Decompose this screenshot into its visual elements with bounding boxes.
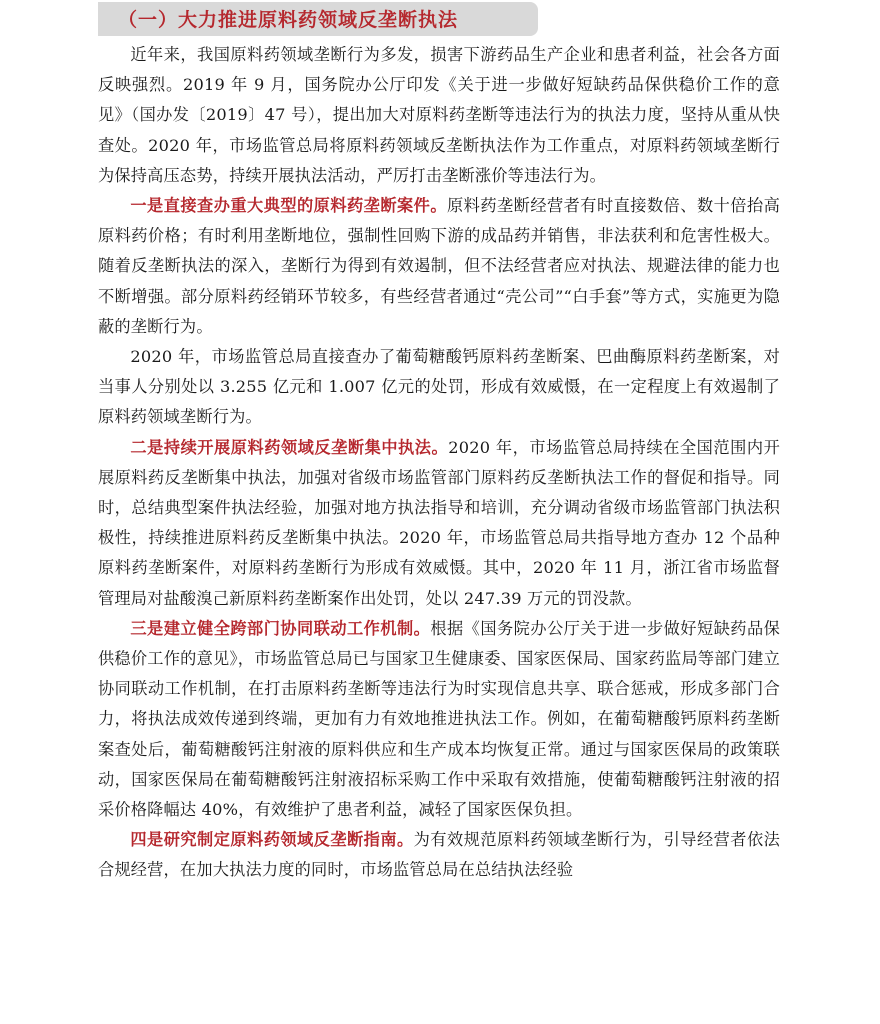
- paragraph-text: 2020 年，市场监管总局直接查办了葡萄糖酸钙原料药垄断案、巴曲酶原料药垄断案，对当事人分别处以 3.255 亿元和 1.007 亿元的处罚，形成有效威慑，在一定程度上有效遏制了原料药领域垄断行为。: [98, 347, 780, 427]
- paragraph-text: 原料药垄断经营者有时直接数倍、数十倍抬高原料药价格；有时利用垄断地位，强制性回购下游的成品药并销售，非法获利和危害性极大。随着反垄断执法的深入，垄断行为得到有效遏制，但不法经营者应对执法、规避法律的能力也不断增强。部分原料药经销环节较多，有些经营者通过“壳公司”“白手套”等方式，实施更为隐蔽的垄断行为。: [98, 196, 780, 336]
- paragraph-intro: [98, 40, 780, 191]
- paragraph-point-one: [98, 191, 780, 342]
- paragraph-text: 2020 年，市场监管总局持续在全国范围内开展原料药反垄断集中执法，加强对省级市场监管部门原料药反垄断执法工作的督促和指导。同时，总结典型案件执法经验，加强对地方执法指导和培训，充分调动省级市场监管部门执法积极性，持续推进原料药反垄断集中执法。2020 年，市场监管总局共指导地方查办 12 个品种原料药垄断案件，对原料药垄断行为形成有效威慑。其中，2020 年 11 月，浙江省市场监督管理局对盐酸溴己新原料药垄断案作出处罚，处以 247.39 万元的罚没款。: [98, 437, 780, 608]
- paragraph-cases: [98, 342, 780, 433]
- paragraph-lead: 一是直接查办重大典型的原料药垄断案件。: [130, 196, 447, 216]
- paragraph-lead: 二是持续开展原料药领域反垄断集中执法。: [130, 437, 449, 457]
- paragraph-point-two: [98, 433, 780, 614]
- section-heading: （一）大力推进原料药领域反垄断执法: [118, 9, 459, 31]
- paragraph-point-three: [98, 614, 780, 825]
- paragraph-text: 近年来，我国原料药领域垄断行为多发，损害下游药品生产企业和患者利益，社会各方面反映强烈。2019 年 9 月，国务院办公厅印发《关于进一步做好短缺药品保供稳价工作的意见》（国办发〔2019〕47 号），提出加大对原料药垄断等违法行为的执法力度，坚持从重从快查处。2020 年，市场监管总局将原料药领域反垄断执法作为工作重点，对原料药领域垄断行为保持高压态势，持续开展执法活动，严厉打击垄断涨价等违法行为。: [98, 45, 780, 185]
- section-heading-bar: [98, 2, 538, 36]
- paragraph-text: 为有效规范原料药领域垄断行为，引导经营者依法合规经营，在加大执法力度的同时，市场监管总局在总结执法经验: [98, 830, 780, 880]
- paragraph-point-four: [98, 825, 780, 885]
- paragraph-lead: 四是研究制定原料药领域反垄断指南。: [130, 830, 414, 850]
- document-body: [98, 40, 780, 886]
- paragraph-lead: 三是建立健全跨部门协同联动工作机制。: [130, 618, 431, 638]
- paragraph-text: 根据《国务院办公厅关于进一步做好短缺药品保供稳价工作的意见》，市场监管总局已与国家卫生健康委、国家医保局、国家药监局等部门建立协同联动工作机制，在打击原料药垄断等违法行为时实现信息共享、联合惩戒，形成多部门合力，将执法成效传递到终端，更加有力有效地推进执法工作。例如，在葡萄糖酸钙原料药垄断案查处后，葡萄糖酸钙注射液的原料供应和生产成本均恢复正常。通过与国家医保局的政策联动，国家医保局在葡萄糖酸钙注射液招标采购工作中采取有效措施，使葡萄糖酸钙注射液的招采价格降幅达 40%，有效维护了患者利益，减轻了国家医保负担。: [98, 618, 780, 820]
